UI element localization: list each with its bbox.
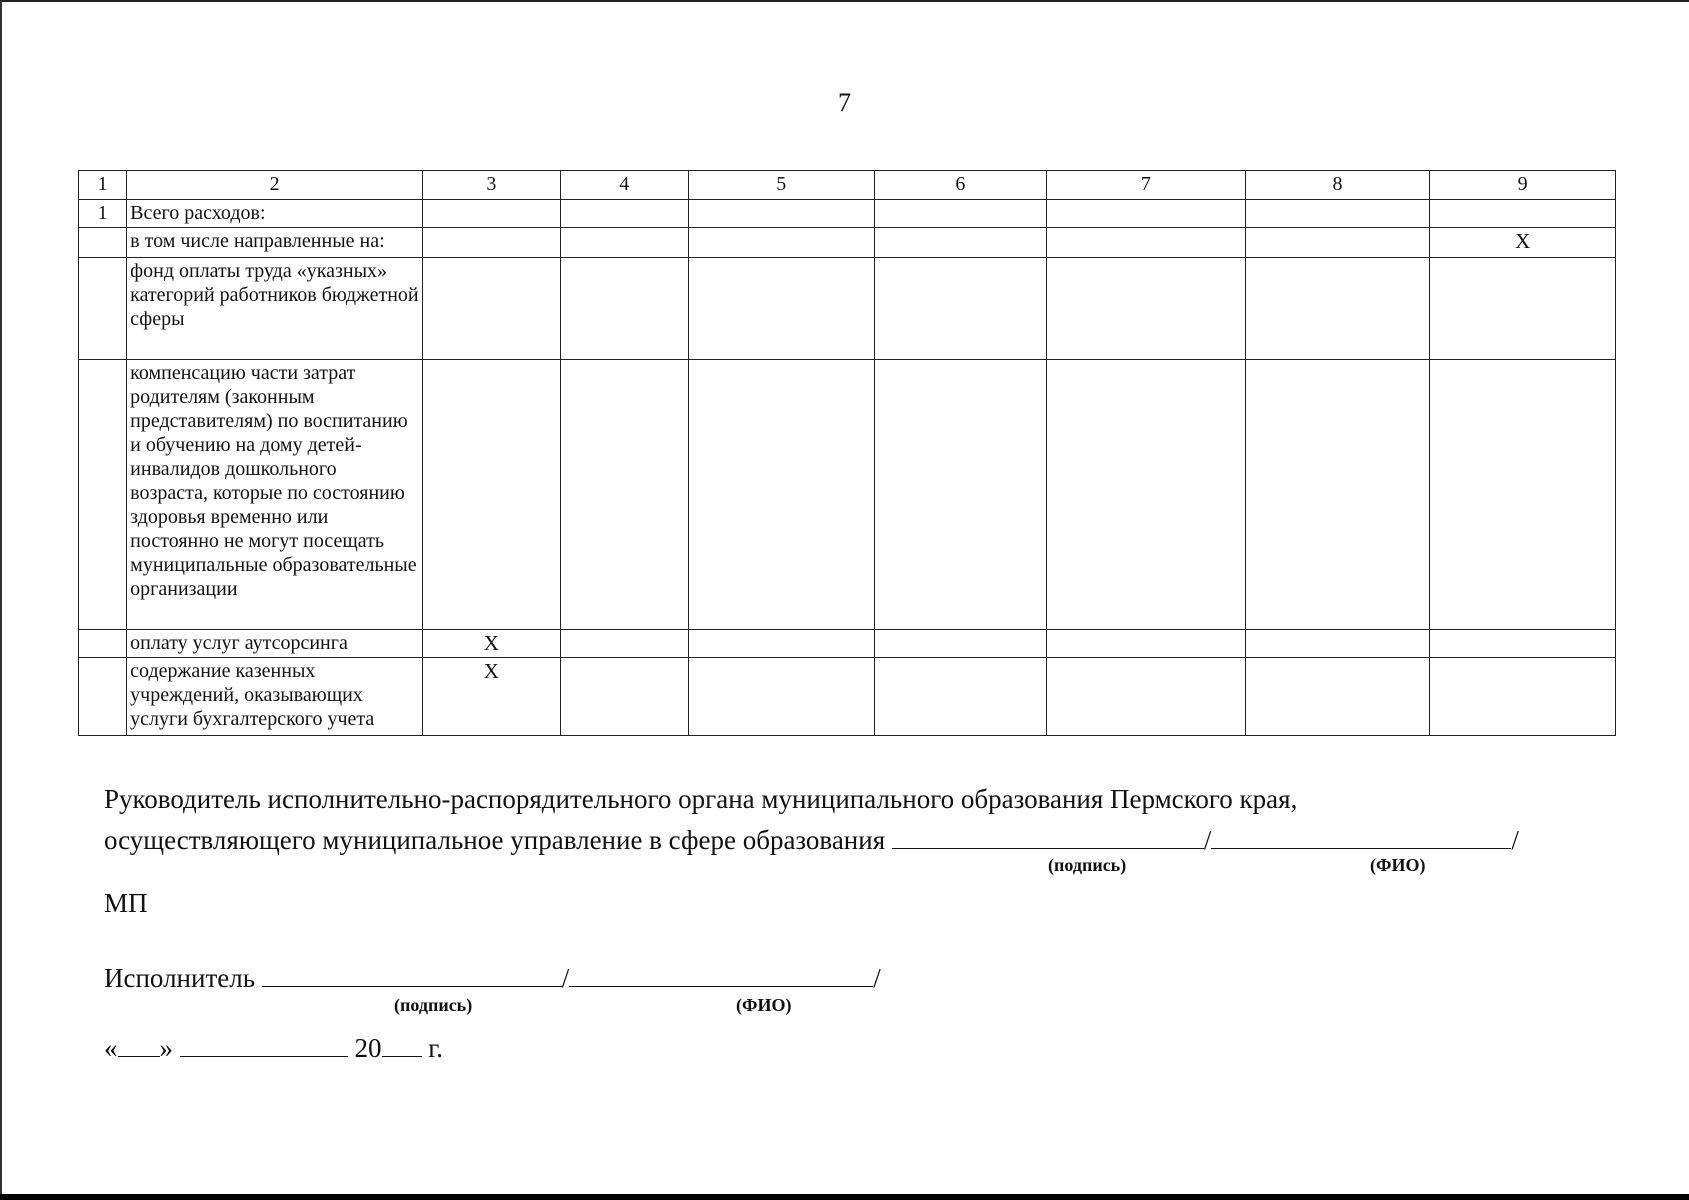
table-cell (1047, 228, 1246, 258)
header-cell: 8 (1245, 171, 1430, 200)
table-cell (1047, 630, 1246, 658)
table-cell (423, 228, 560, 258)
table-cell (874, 258, 1047, 360)
stamp-place-label: МП (104, 888, 148, 918)
page-number: 7 (838, 88, 851, 117)
head-name-field[interactable] (1211, 822, 1511, 849)
row-label: компенсацию части затрат родителям (законным представителям) по воспитанию и обучению на дому детей-инвалидов дошкольного возраста, которые по состоянию здоровья временно или постоянно не могут посещать муниципальные образовательные организации (127, 360, 423, 630)
date-year-field[interactable] (382, 1030, 422, 1057)
table-cell (1430, 360, 1616, 630)
table-cell (560, 228, 688, 258)
table-cell (1430, 658, 1616, 736)
date-suffix: г. (428, 1033, 444, 1063)
date-line (104, 1030, 443, 1064)
header-cell: 4 (560, 171, 688, 200)
table-cell (423, 258, 560, 360)
table-cell (688, 258, 874, 360)
executor-name-field[interactable] (569, 960, 873, 987)
header-cell: 2 (127, 171, 423, 200)
table-row (79, 228, 1616, 258)
table-header-row (79, 171, 1616, 200)
table-cell (560, 360, 688, 630)
executor-signature-caption: (подпись) (394, 995, 473, 1015)
head-signature-field[interactable] (892, 822, 1204, 849)
table-cell (874, 658, 1047, 736)
table-row (79, 630, 1616, 658)
executor-label: Исполнитель (104, 963, 256, 993)
table-cell (1047, 360, 1246, 630)
table-cell (560, 630, 688, 658)
executor-name-caption: (ФИО) (736, 995, 792, 1015)
header-cell: 9 (1430, 171, 1616, 200)
table-cell: X (1430, 228, 1616, 258)
table-cell (874, 200, 1047, 228)
table-cell (1245, 258, 1430, 360)
page-border-top (0, 0, 1689, 2)
table-cell (1430, 630, 1616, 658)
table-cell (423, 360, 560, 630)
table-cell (688, 360, 874, 630)
table-cell (1047, 200, 1246, 228)
table-cell (1245, 658, 1430, 736)
table-row (79, 258, 1616, 360)
header-cell: 1 (79, 171, 127, 200)
table-cell (1430, 200, 1616, 228)
table-row (79, 200, 1616, 228)
header-cell: 6 (874, 171, 1047, 200)
table-cell: X (423, 630, 560, 658)
row-label: содержание казенных учреждений, оказывающих услуги бухгалтерского учета (127, 658, 423, 736)
date-year-prefix: 20 (354, 1033, 382, 1063)
table-cell (1245, 200, 1430, 228)
table-cell (1047, 258, 1246, 360)
head-name-caption: (ФИО) (1370, 855, 1426, 875)
table-cell (688, 630, 874, 658)
page-border-bottom (0, 1194, 1689, 1200)
row-number (79, 228, 127, 258)
table-cell (874, 630, 1047, 658)
executor-line (104, 960, 881, 994)
row-label: фонд оплаты труда «указных» категорий работников бюджетной сферы (127, 258, 423, 360)
date-month-field[interactable] (180, 1030, 348, 1057)
slash: / (561, 963, 570, 993)
table-cell (1430, 258, 1616, 360)
expenses-table (78, 170, 1616, 736)
row-label: Всего расходов: (127, 200, 423, 228)
page-border-left (0, 0, 2, 1200)
slash: / (1511, 825, 1519, 855)
table-cell (1245, 228, 1430, 258)
table-cell (1245, 360, 1430, 630)
head-title-line1: Руководитель исполнительно-распорядительного органа муниципального образования Пермского края, (104, 784, 1298, 814)
slash: / (873, 963, 881, 993)
header-cell: 3 (423, 171, 560, 200)
header-cell: 5 (688, 171, 874, 200)
table-cell (688, 228, 874, 258)
header-cell: 7 (1047, 171, 1246, 200)
slash: / (1203, 825, 1212, 855)
date-day-field[interactable] (118, 1030, 160, 1057)
table-cell (423, 200, 560, 228)
head-title-line2 (104, 822, 1519, 856)
row-number: 1 (79, 200, 127, 228)
row-number (79, 258, 127, 360)
row-label: оплату услуг аутсорсинга (127, 630, 423, 658)
table-cell: X (423, 658, 560, 736)
table-cell (560, 658, 688, 736)
table-cell (688, 658, 874, 736)
date-open-quote: « (104, 1033, 118, 1063)
row-label: в том числе направленные на: (127, 228, 423, 258)
row-number (79, 658, 127, 736)
head-signature-caption: (подпись) (1048, 855, 1127, 875)
table-row (79, 360, 1616, 630)
table-cell (560, 200, 688, 228)
table-cell (1047, 658, 1246, 736)
table-cell (560, 258, 688, 360)
table-cell (874, 360, 1047, 630)
row-number (79, 630, 127, 658)
table-cell (688, 200, 874, 228)
head-title-line2-text: осуществляющего муниципальное управление в сфере образования (104, 825, 886, 855)
executor-signature-field[interactable] (262, 960, 562, 987)
date-close-quote: » (159, 1033, 173, 1063)
table-cell (1245, 630, 1430, 658)
table-cell (874, 228, 1047, 258)
row-number (79, 360, 127, 630)
table-row (79, 658, 1616, 736)
